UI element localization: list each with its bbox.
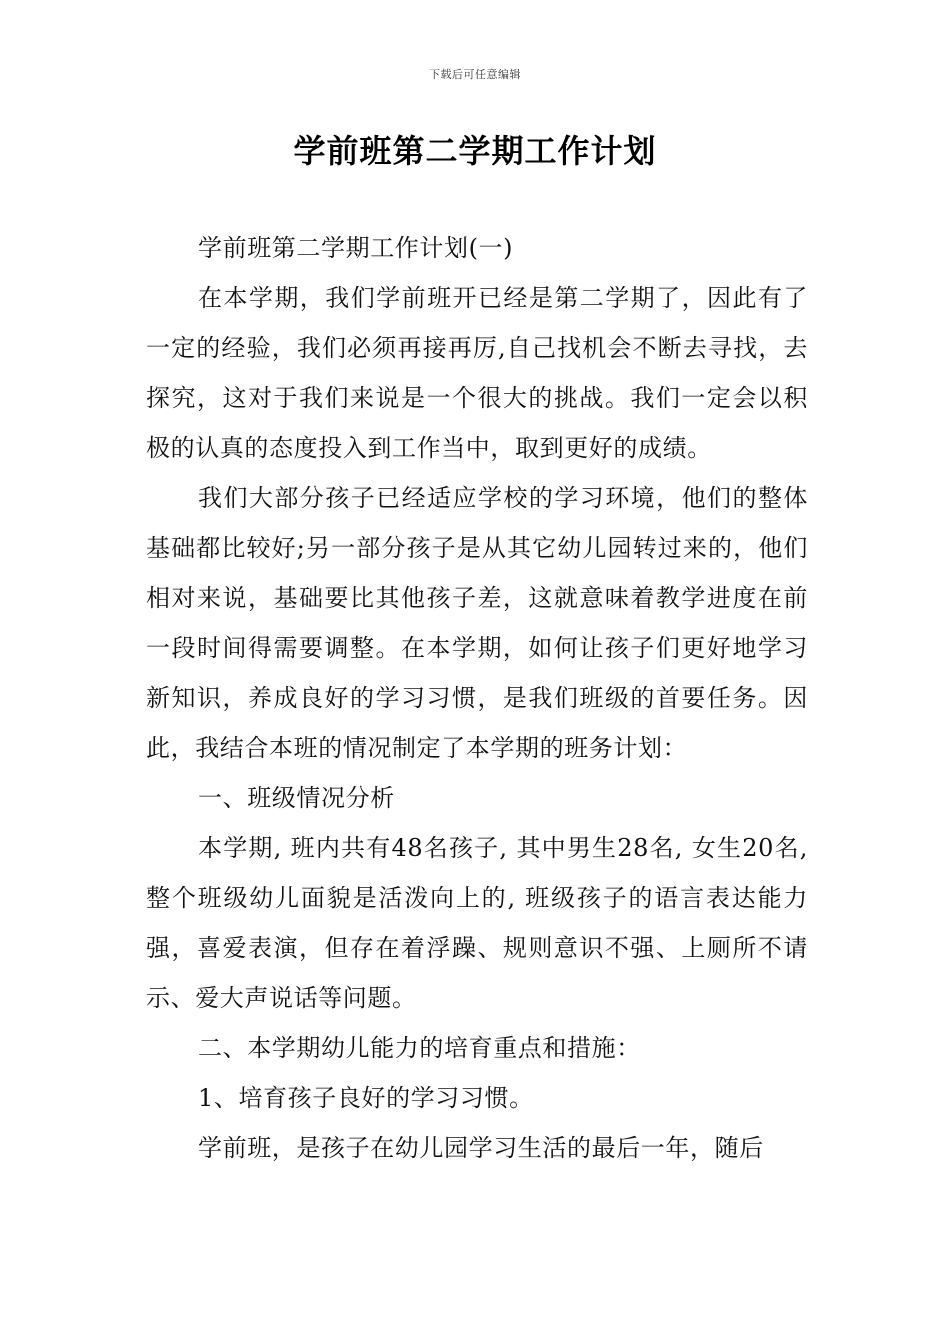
section-heading-1: 一、班级情况分析 bbox=[198, 784, 395, 812]
class-analysis-paragraph: 本学期, 班内共有48名孩子, 其中男生28名, 女生20名,整个班级幼儿面貌是活泼向上的, 班级孩子的语言表达能力强，喜爱表演，但存在着浮躁、规则意识不强、上厕所不请示、爱大声说话等问题。 bbox=[146, 834, 808, 1012]
intro-paragraph: 在本学期，我们学前班开已经是第二学期了，因此有了一定的经验，我们必须再接再厉,自己找机会不断去寻找，去探究，这对于我们来说是一个很大的挑战。我们一定会以积极的认真的态度投入到工作当中，取到更好的成绩。 bbox=[146, 284, 808, 462]
subsection-heading-1: 1、培育孩子良好的学习习惯。 bbox=[198, 1084, 534, 1112]
header-note: 下载后可任意编辑 bbox=[429, 68, 521, 81]
section-heading-2: 二、本学期幼儿能力的培育重点和措施： bbox=[198, 1034, 641, 1062]
background-paragraph: 我们大部分孩子已经适应学校的学习环境，他们的整体基础都比较好;另一部分孩子是从其它幼儿园转过来的，他们相对来说，基础要比其他孩子差，这就意味着教学进度在前一段时间得需要调整。在本学期，如何让孩子们更好地学习新知识，养成良好的学习习惯，是我们班级的首要任务。因此，我结合本班的情况制定了本学期的班务计划： bbox=[146, 484, 808, 762]
habits-paragraph: 学前班，是孩子在幼儿园学习生活的最后一年，随后 bbox=[198, 1134, 764, 1162]
subtitle-paragraph: 学前班第二学期工作计划(一) bbox=[198, 234, 514, 262]
document-body bbox=[146, 223, 808, 1173]
document-title: 学前班第二学期工作计划 bbox=[293, 132, 657, 170]
